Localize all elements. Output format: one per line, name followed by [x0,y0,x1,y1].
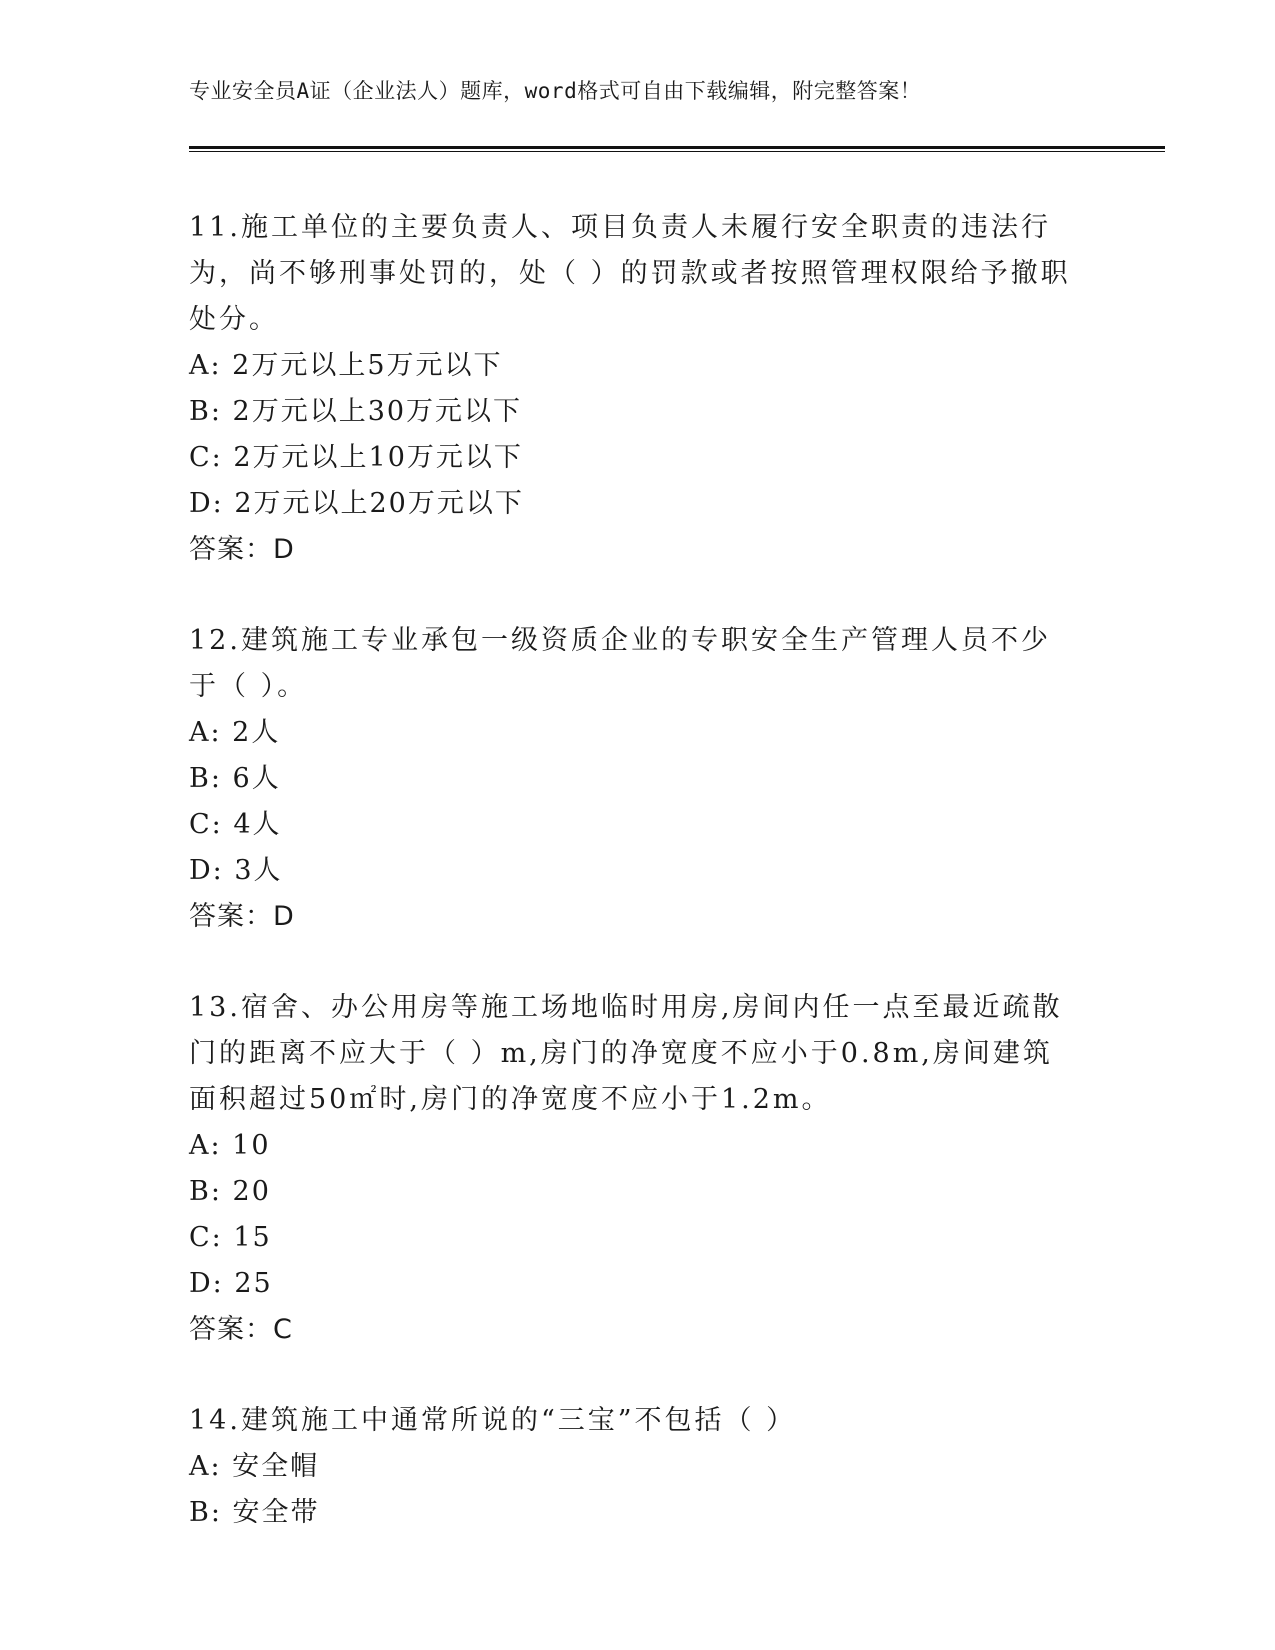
question-text: 11.施工单位的主要负责人、项目负责人未履行安全职责的违法行为，尚不够刑事处罚的，处（ ）的罚款或者按照管理权限给予撤职处分。 [189,212,1071,335]
option-a: A: 2万元以上5万元以下 [189,350,503,381]
header-rule-thick [189,146,1165,149]
answer: 答案：C [189,1314,293,1345]
option-b: B: 6人 [189,763,281,794]
question-12 [189,618,1079,940]
option-d: D: 25 [189,1268,273,1299]
question-text: 13.宿舍、办公用房等施工场地临时用房,房间内任一点至最近疏散门的距离不应大于（ ）m,房门的净宽度不应小于0.8m,房间建筑面积超过50㎡时,房门的净宽度不应小于1.2m。 [189,992,1063,1115]
option-c: C: 15 [189,1222,272,1253]
question-text: 12.建筑施工专业承包一级资质企业的专职安全生产管理人员不少于（ ）。 [189,625,1051,702]
option-b: B: 20 [189,1176,271,1207]
question-14 [189,1398,1079,1536]
question-11 [189,205,1079,573]
option-d: D: 3人 [189,855,283,886]
header-rule-thin [189,151,1165,152]
option-c: C: 2万元以上10万元以下 [189,442,523,473]
option-b: B: 2万元以上30万元以下 [189,396,523,427]
option-a: A: 安全帽 [189,1451,320,1482]
option-d: D: 2万元以上20万元以下 [189,488,524,519]
option-b: B: 安全带 [189,1497,320,1528]
question-text: 14.建筑施工中通常所说的“三宝”不包括（ ） [189,1405,797,1436]
question-list [189,205,1079,1581]
page-header: 专业安全员A证（企业法人）题库，word格式可自由下载编辑，附完整答案！ [189,79,922,103]
option-a: A: 10 [189,1130,271,1161]
answer: 答案：D [189,901,295,932]
answer: 答案：D [189,534,295,565]
option-a: A: 2人 [189,717,281,748]
option-c: C: 4人 [189,809,282,840]
question-13 [189,985,1079,1353]
